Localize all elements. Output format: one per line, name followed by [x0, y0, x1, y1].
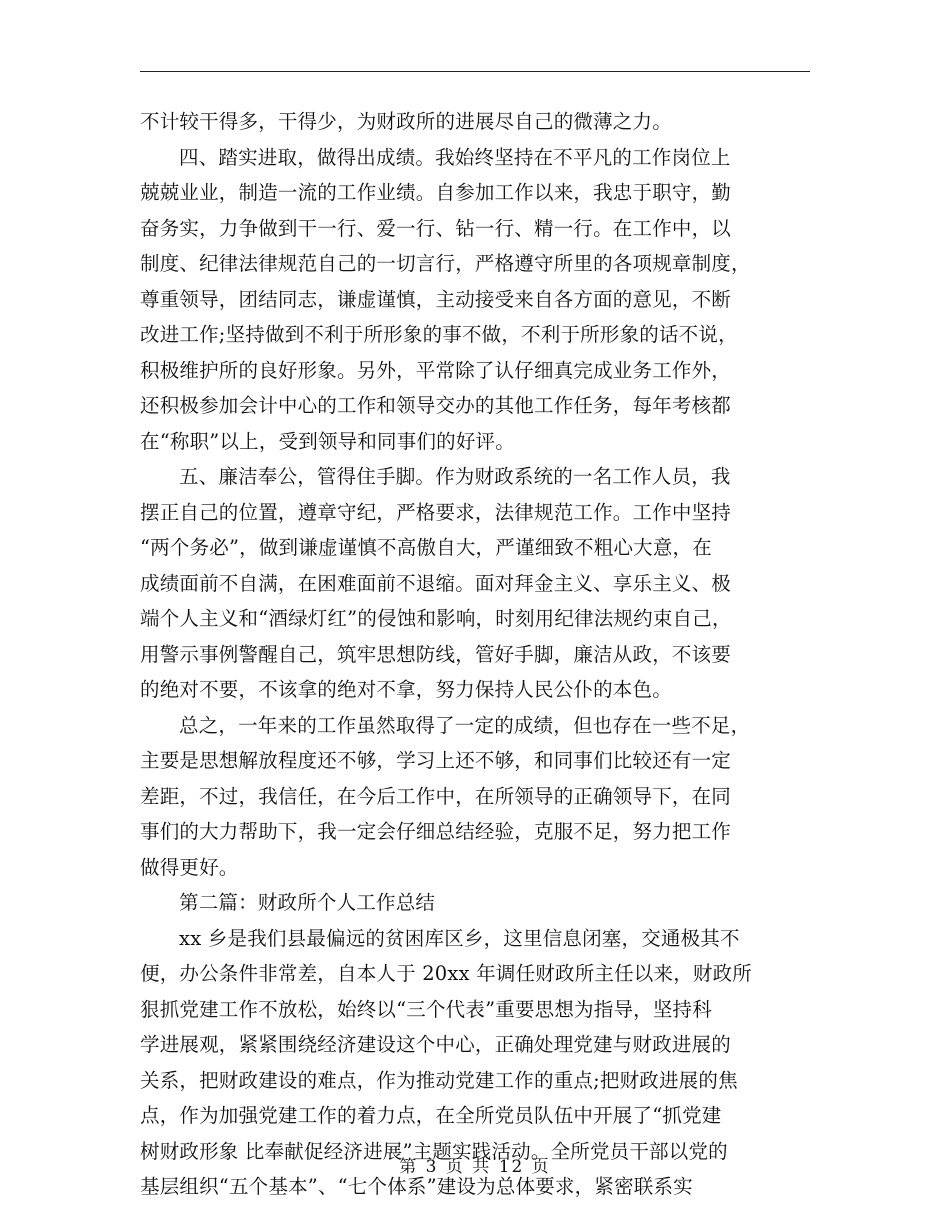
text-line: 的绝对不要，不该拿的绝对不拿，努力保持人民公仆的本色。 [140, 678, 672, 701]
text-line: 成绩面前不自满，在困难面前不退缩。面对拜金主义、享乐主义、极 [140, 571, 732, 595]
text-line: xx 乡是我们县最偏远的贫困库区乡，这里信息闭塞，交通极其不 [179, 926, 740, 950]
text-line: 摆正自己的位置，遵章守纪，严格要求，法律规范工作。工作中坚持 [140, 500, 732, 524]
text-line: 学进展观，紧紧围绕经济建设这个中心，正确处理党建与财政进展的 [140, 1033, 732, 1056]
text-line: 基层组织“五个基本”、“七个体系”建设为总体要求，紧密联系实 [140, 1175, 693, 1198]
text-line: 尊重领导，团结同志，谦虚谨慎，主动接受来自各方面的意见，不断 [140, 287, 732, 311]
text-line: 四、踏实进取，做得出成绩。我始终坚持在不平凡的工作岗位上 [179, 145, 731, 169]
text-line: “两个务必”，做到谦虚谨慎不高傲自大，严谨细致不粗心大意，在 [140, 536, 712, 559]
text-line: 制度、纪律法律规范自己的一切言行，严格遵守所里的各项规章制度， [140, 252, 751, 275]
text-line: 关系，把财政建设的难点，作为推动党建工作的重点;把财政进展的焦 [140, 1068, 738, 1092]
text-line: 主要是思想解放程度还不够，学习上还不够，和同事们比较还有一定 [140, 749, 732, 772]
document-body [140, 104, 812, 1205]
text-line: 总之，一年来的工作虽然取得了一定的成绩，但也存在一些不足， [179, 713, 751, 737]
text-line: 树财政形象 比奉献促经济进展”主题实践活动。全所党员干部以党的 [140, 1139, 728, 1163]
text-line: 做得更好。 [140, 855, 239, 879]
text-line: 五、廉洁奉公，管得住手脚。作为财政系统的一名工作人员，我 [179, 465, 731, 488]
text-line: 第二篇：财政所个人工作总结 [179, 891, 436, 914]
page-number: 第 3 页 共 12 页 [399, 1157, 551, 1177]
header-rule [140, 71, 810, 72]
text-line: 用警示事例警醒自己，筑牢思想防线，管好手脚，廉洁从政，不该要 [140, 642, 732, 666]
text-line: 还积极参加会计中心的工作和领导交办的其他工作任务，每年考核都 [140, 394, 732, 417]
text-line: 兢兢业业，制造一流的工作业绩。自参加工作以来，我忠于职守，勤 [140, 181, 732, 204]
text-line: 狠抓党建工作不放松，始终以“三个代表”重要思想为指导，坚持科 [140, 997, 712, 1021]
text-line: 事们的大力帮助下，我一定会仔细总结经验，克服不足，努力把工作 [140, 820, 732, 843]
text-line: 在“称职”以上，受到领导和同事们的好评。 [140, 429, 515, 453]
text-line: 积极维护所的良好形象。另外，平常除了认仔细真完成业务工作外， [140, 358, 732, 382]
text-line: 端个人主义和“酒绿灯红”的侵蚀和影响，时刻用纪律法规约束自己， [140, 607, 732, 630]
text-line: 奋务实，力争做到干一行、爱一行、钻一行、精一行。在工作中，以 [140, 216, 732, 240]
text-line: 不计较干得多，干得少，为财政所的进展尽自己的微薄之力。 [140, 110, 672, 133]
text-line: 差距，不过，我信任，在今后工作中，在所领导的正确领导下，在同 [140, 784, 732, 808]
text-line: 便，办公条件非常差，自本人于 20xx 年调任财政所主任以来，财政所 [140, 962, 753, 985]
text-line: 点，作为加强党建工作的着力点，在全所党员队伍中开展了“抓党建 [140, 1104, 722, 1127]
text-line: 改进工作;坚持做到不利于所形象的事不做，不利于所形象的话不说， [140, 323, 738, 346]
